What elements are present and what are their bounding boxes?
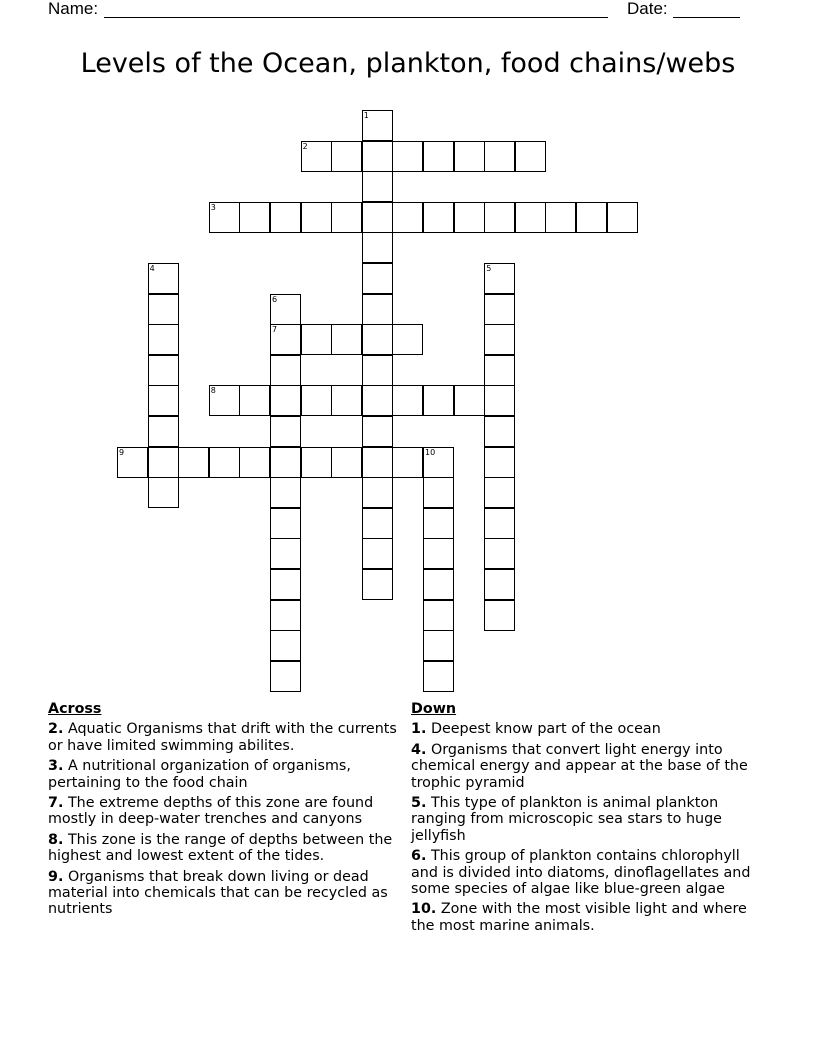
clue-text: The extreme depths of this zone are found mostly in deep-water trenches and canyons	[48, 795, 374, 828]
date-label: Date:	[627, 0, 668, 18]
down-clue	[411, 901, 771, 934]
clue-number: 10	[425, 447, 436, 457]
clue-number: 8.	[48, 831, 64, 848]
grid-cell[interactable]	[484, 355, 515, 386]
clue-text: Deepest know part of the ocean	[430, 721, 661, 738]
clue-text: Zone with the most visible light and where the most marine animals.	[411, 901, 747, 934]
grid-cell[interactable]	[362, 477, 393, 508]
grid-cell[interactable]	[484, 538, 515, 569]
clue-number: 10.	[411, 901, 437, 918]
clue-number: 6.	[411, 848, 427, 865]
grid-cell[interactable]	[270, 385, 301, 416]
down-clues	[411, 701, 771, 938]
grid-cell[interactable]	[209, 447, 240, 478]
down-clue	[411, 795, 771, 844]
grid-cell[interactable]	[362, 538, 393, 569]
across-clue	[48, 758, 408, 791]
grid-cell[interactable]	[362, 355, 393, 386]
clue-text: Organisms that convert light energy into chemical energy and appear at the base of the trophic pyramid	[411, 741, 748, 791]
grid-cell[interactable]	[362, 110, 393, 141]
clue-number: 8	[210, 386, 216, 396]
clue-text: This zone is the range of depths between the highest and lowest extent of the tides.	[48, 831, 393, 865]
down-heading: Down	[411, 701, 457, 717]
clue-number: 5	[486, 264, 492, 273]
grid-cell[interactable]	[423, 661, 454, 692]
grid-cell[interactable]	[148, 324, 179, 355]
grid-cell[interactable]	[392, 385, 423, 416]
page-title: Levels of the Ocean, plankton, food chains/webs	[80, 48, 736, 79]
clue-number: 7.	[48, 795, 64, 812]
clue-number: 1	[363, 111, 369, 120]
grid-cell[interactable]	[423, 477, 454, 508]
grid-cell[interactable]	[270, 416, 301, 447]
grid-cell[interactable]	[484, 569, 515, 600]
grid-cell[interactable]	[331, 385, 362, 416]
grid-cell[interactable]	[270, 294, 301, 325]
grid-cell[interactable]	[148, 416, 179, 447]
grid-cell[interactable]	[331, 324, 362, 355]
across-clue	[48, 795, 408, 828]
across-clue	[48, 832, 408, 865]
grid-cell[interactable]	[362, 202, 393, 233]
clue-number: 9	[119, 447, 125, 457]
down-clue	[411, 742, 771, 791]
grid-cell[interactable]	[331, 202, 362, 233]
grid-cell[interactable]	[454, 141, 485, 172]
grid-cell[interactable]	[484, 508, 515, 539]
grid-cell[interactable]	[392, 141, 423, 172]
grid-cell[interactable]	[270, 538, 301, 569]
grid-cell[interactable]	[423, 538, 454, 569]
grid-cell[interactable]	[239, 385, 270, 416]
grid-cell[interactable]	[270, 477, 301, 508]
clue-number: 6	[272, 294, 278, 304]
grid-cell[interactable]	[362, 508, 393, 539]
grid-cell[interactable]	[270, 202, 301, 233]
grid-cell[interactable]	[301, 324, 332, 355]
grid-cell[interactable]	[454, 385, 485, 416]
grid-cell[interactable]	[423, 508, 454, 539]
grid-cell[interactable]	[392, 202, 423, 233]
clue-number: 1.	[411, 721, 427, 738]
across-clues	[48, 701, 408, 922]
across-clue-list	[48, 721, 408, 917]
grid-cell[interactable]	[270, 630, 301, 661]
grid-cell[interactable]	[239, 447, 270, 478]
name-label: Name:	[48, 0, 99, 18]
grid-cell[interactable]	[392, 447, 423, 478]
grid-cell[interactable]	[270, 600, 301, 631]
grid-cell[interactable]	[362, 416, 393, 447]
grid-cell[interactable]	[423, 202, 454, 233]
clue-number: 4.	[411, 741, 427, 758]
grid-cell[interactable]	[362, 263, 393, 294]
grid-cell[interactable]	[423, 141, 454, 172]
grid-cell[interactable]	[607, 202, 638, 233]
across-clue	[48, 721, 408, 754]
grid-cell[interactable]	[423, 600, 454, 631]
grid-cell[interactable]	[148, 477, 179, 508]
grid-cell[interactable]	[515, 141, 546, 172]
grid-cell[interactable]	[331, 447, 362, 478]
clue-number: 7	[272, 325, 278, 335]
grid-cell[interactable]	[484, 263, 515, 294]
grid-cell[interactable]	[270, 569, 301, 600]
grid-cell[interactable]	[515, 202, 546, 233]
down-clue	[411, 848, 771, 897]
grid-cell[interactable]	[301, 141, 332, 172]
grid-cell[interactable]	[270, 355, 301, 386]
grid-cell[interactable]	[484, 141, 515, 172]
grid-cell[interactable]	[484, 202, 515, 233]
grid-cell[interactable]	[117, 447, 148, 478]
down-clue	[411, 721, 771, 737]
grid-cell[interactable]	[301, 385, 332, 416]
grid-cell[interactable]	[178, 447, 209, 478]
grid-cell[interactable]	[362, 232, 393, 263]
grid-cell[interactable]	[362, 324, 393, 355]
clue-text: Organisms that break down living or dead material into chemicals that can be recycled as nutrients	[48, 868, 388, 918]
clue-text: Aquatic Organisms that drift with the currents or have limited swimming abilites.	[48, 721, 397, 754]
grid-cell[interactable]	[423, 569, 454, 600]
grid-cell[interactable]	[484, 416, 515, 447]
clue-text: A nutritional organization of organisms, pertaining to the food chain	[48, 758, 351, 791]
down-clue-list	[411, 721, 771, 934]
grid-cell[interactable]	[423, 385, 454, 416]
grid-cell[interactable]	[392, 324, 423, 355]
grid-cell[interactable]	[423, 447, 454, 478]
grid-cell[interactable]	[362, 294, 393, 325]
grid-cell[interactable]	[484, 385, 515, 416]
clue-number: 2.	[48, 721, 64, 738]
clue-text: This group of plankton contains chlorophyll and is divided into diatoms, dinoflagellates and some species of algae like blue-green algae	[411, 848, 751, 898]
grid-cell[interactable]	[362, 171, 393, 202]
grid-cell[interactable]	[576, 202, 607, 233]
grid-cell[interactable]	[362, 141, 393, 172]
clue-number: 4	[149, 264, 155, 273]
clue-text: This type of plankton is animal plankton ranging from microscopic sea stars to huge jellyfish	[411, 795, 722, 844]
clue-number: 9.	[48, 868, 64, 885]
grid-cell[interactable]	[239, 202, 270, 233]
grid-cell[interactable]	[209, 202, 240, 233]
clue-number: 5.	[411, 795, 427, 812]
grid-cell[interactable]	[148, 447, 179, 478]
grid-cell[interactable]	[301, 447, 332, 478]
clue-number: 2	[302, 141, 308, 151]
across-clue	[48, 869, 408, 918]
grid-cell[interactable]	[484, 600, 515, 631]
grid-cell[interactable]	[331, 141, 362, 172]
grid-cell[interactable]	[484, 324, 515, 355]
grid-cell[interactable]	[209, 385, 240, 416]
clue-number: 3.	[48, 758, 64, 775]
grid-cell[interactable]	[484, 477, 515, 508]
grid-cell[interactable]	[148, 294, 179, 325]
grid-cell[interactable]	[270, 661, 301, 692]
grid-cell[interactable]	[484, 447, 515, 478]
grid-cell[interactable]	[545, 202, 576, 233]
grid-cell[interactable]	[270, 508, 301, 539]
across-heading: Across	[48, 701, 102, 717]
grid-cell[interactable]	[148, 385, 179, 416]
grid-cell[interactable]	[270, 447, 301, 478]
grid-cell[interactable]	[423, 630, 454, 661]
grid-cell[interactable]	[148, 263, 179, 294]
clue-number: 3	[210, 202, 216, 212]
grid-cell[interactable]	[270, 324, 301, 355]
grid-cell[interactable]	[362, 569, 393, 600]
grid-cell[interactable]	[484, 294, 515, 325]
grid-cell[interactable]	[362, 385, 393, 416]
grid-cell[interactable]	[454, 202, 485, 233]
grid-cell[interactable]	[301, 202, 332, 233]
grid-cell[interactable]	[362, 447, 393, 478]
grid-cell[interactable]	[148, 355, 179, 386]
